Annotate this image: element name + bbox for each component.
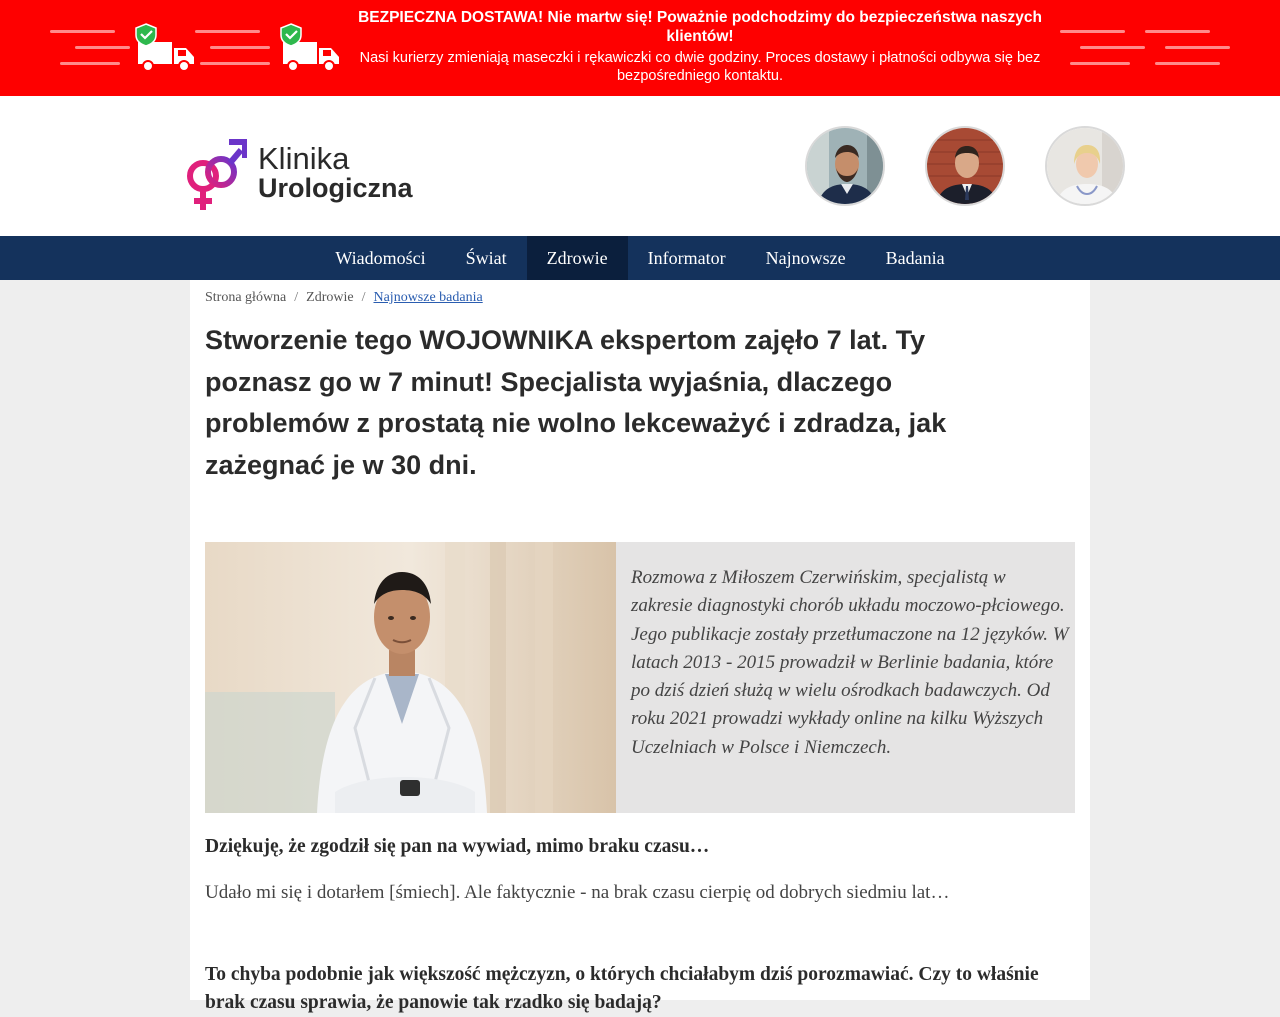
nav-item-swiat[interactable]: Świat [465,248,507,268]
banner-headline: BEZPIECZNA DOSTAWA! Nie martw się! Poważnie podchodzimy do bezpieczeństwa naszych klientów! [358,9,1042,45]
banner-text [340,8,1060,85]
nav-item-badania[interactable]: Badania [885,248,945,268]
nav-item-informator[interactable]: Informator [647,248,726,268]
speed-line [195,30,260,33]
speed-line [1080,46,1145,49]
logo-line-2: Urologiczna [258,173,413,203]
banner-subtext: Nasi kurierzy zmieniają maseczki i rękawiczki co dwie godziny. Proces dostawy i płatności odbywa się bez bezpośredniego kontaktu. [359,50,1041,84]
main-nav [0,236,1280,280]
article-headline: Stworzenie tego WOJOWNIKA ekspertom zajęło 7 lat. Ty poznasz go w 7 minut! Specjalista wyjaśnia, dlaczego problemów z prostatą nie wolno lekceważyć i zdradza, jak zażegnać je w 30 dni. [205,325,947,480]
nav-item-wiadomosci[interactable]: Wiadomości [335,248,426,268]
speed-line [1060,30,1125,33]
delivery-banner [0,0,1280,96]
article-intro-box [205,542,1075,813]
speed-line [60,62,120,65]
speed-line [75,46,130,49]
speed-line [200,62,270,65]
doctor-photo [205,542,616,813]
breadcrumb: Strona główna / Zdrowie / Najnowsze badania [205,290,483,305]
breadcrumb-current[interactable]: Najnowsze badania [373,290,483,305]
article-intro-text: Rozmowa z Miłoszem Czerwińskim, specjalistą w zakresie diagnostyki chorób układu moczowo-płciowego. Jego publikacje zostały przetłumaczone na 12 języków. W latach 2013 - 2015 prowadził w Berlinie badania, które po dziś dzień służą w wielu ośrodkach badawczych. Od roku 2021 prowadzi wykłady online na kilku Wyższych Uczelniach w Polsce i Niemczech. [631,567,1069,758]
site-header [0,96,1280,236]
delivery-truck-shield-icon [134,22,198,74]
expert-avatar-1 [805,126,885,206]
expert-avatar-2 [925,126,1005,206]
breadcrumb-section[interactable]: Zdrowie [306,290,354,305]
gender-symbols-icon[interactable] [185,136,247,216]
site-logo[interactable] [258,141,413,203]
speed-line [1155,62,1220,65]
speed-line [1145,30,1210,33]
speed-line [210,46,270,49]
nav-item-zdrowie[interactable]: Zdrowie [527,236,628,280]
interview-question-1: Dziękuję, że zgodził się pan na wywiad, mimo braku czasu… [205,836,710,857]
speed-line [1165,46,1230,49]
breadcrumb-home[interactable]: Strona główna [205,290,287,305]
speed-line [50,30,115,33]
speed-line [1070,62,1130,65]
logo-line-1: Klinika [258,141,350,176]
article-container [190,280,1090,1013]
delivery-truck-shield-icon [279,22,343,74]
interview-answer-1: Udało mi się i dotarłem [śmiech]. Ale faktycznie - na brak czasu cierpię od dobrych siedmiu lat… [205,882,950,903]
nav-item-najnowsze[interactable]: Najnowsze [765,248,846,268]
interview-question-2: To chyba podobnie jak większość mężczyzn, o których chciałabym dziś porozmawiać. Czy to właśnie brak czasu sprawia, że panowie tak rzadko się badają? [205,964,1039,1013]
expert-avatar-3 [1045,126,1125,206]
